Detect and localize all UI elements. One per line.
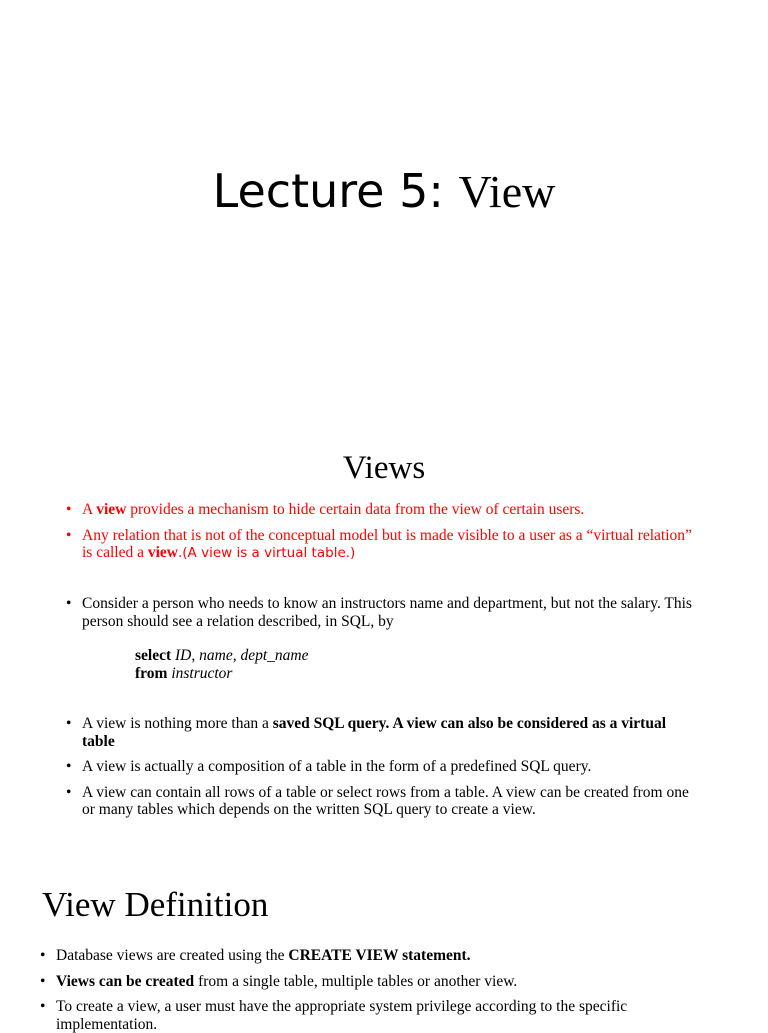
list-item: • Any relation that is not of the conceptual model but is made visible to a user as a “virtual relation” is called a view.(A view is a virtual table.) [66,527,696,563]
sql-query-example [135,647,308,682]
list-item: • A view provides a mechanism to hide certain data from the view of certain users. [66,501,696,519]
list-item: • A view is actually a composition of a table in the form of a predefined SQL query. [66,758,696,776]
view-definition-title: View Definition [42,885,269,924]
views-red-bullet-list [66,501,696,563]
sql-select-line: select ID, name, dept_name [135,647,309,664]
lecture-title-prefix: Lecture 5: [212,164,459,218]
list-item: • Views can be created from a single table, multiple tables or another view. [40,973,680,991]
list-item: • To create a view, a user must have the appropriate system privilege according to the specific implementation. [40,998,680,1033]
list-item: • Consider a person who needs to know an instructors name and department, but not the salary. This person should see a relation described, in SQL, by [66,595,696,630]
view-definition-bullet-list [40,947,680,1033]
list-item: • Database views are created using the CREATE VIEW statement. [40,947,680,965]
consider-bullet-list [66,595,696,630]
view-facts-bullet-list [66,715,696,819]
lecture-title [0,163,768,220]
lecture-title-topic: View [458,166,556,217]
sql-from-line: from instructor [135,664,233,682]
list-item: • A view is nothing more than a saved SQL query. A view can also be considered as a virtual table [66,715,696,750]
list-item: • A view can contain all rows of a table or select rows from a table. A view can be created from one or many tables which depends on the written SQL query to create a view. [66,784,696,819]
views-slide-title: Views [342,450,426,486]
